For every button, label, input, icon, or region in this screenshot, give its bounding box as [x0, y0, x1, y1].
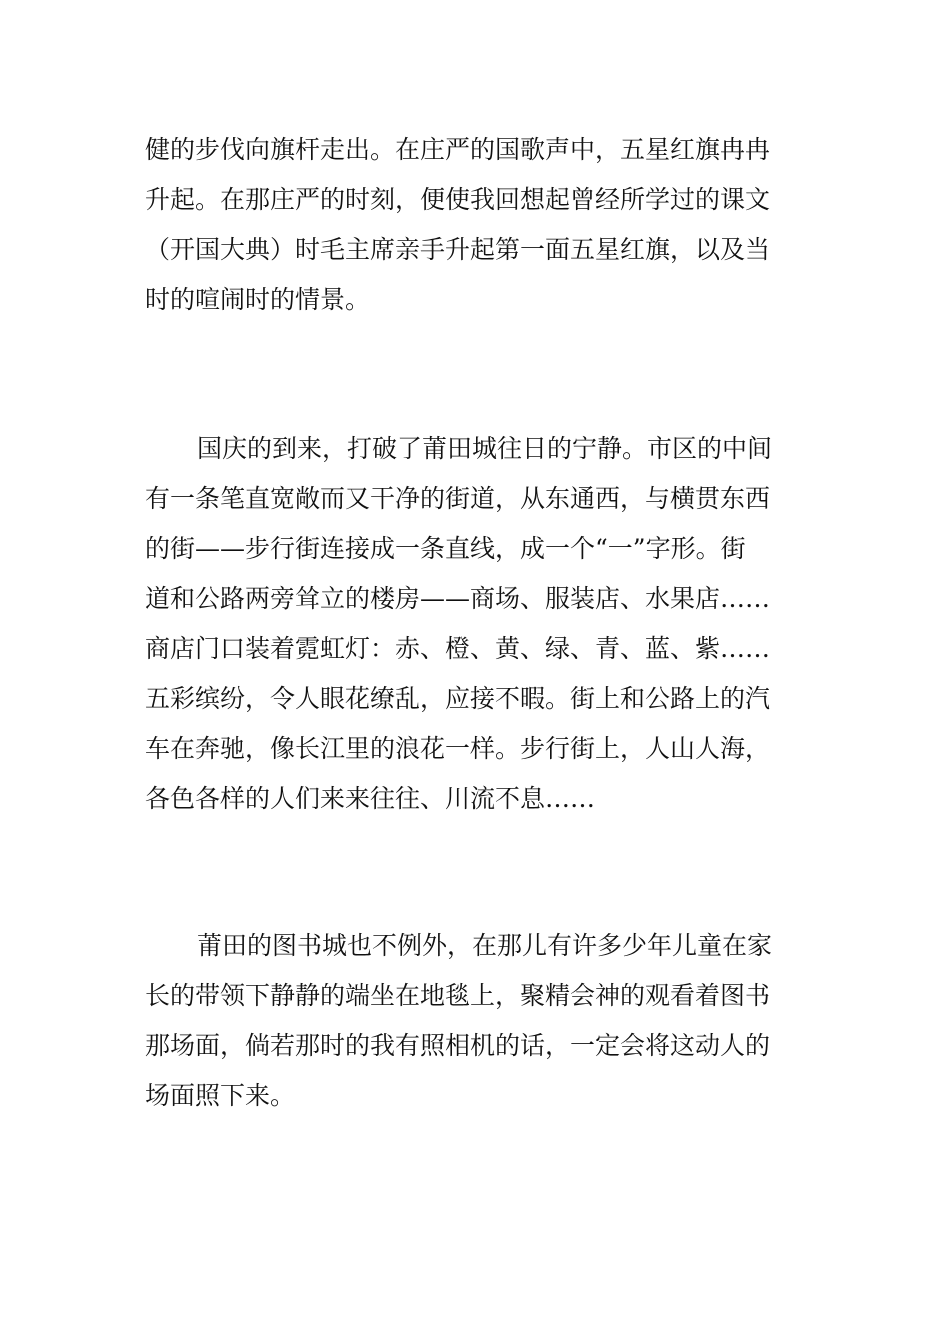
text-line-first: 国庆的到来，打破了莆田城往日的宁静。市区的中间 — [197, 434, 773, 463]
text-line: 商店门口装着霓虹灯：赤、橙、黄、绿、青、蓝、紫…… — [145, 634, 771, 663]
text-line: 升起。在那庄严的时刻，便使我回想起曾经所学过的课文 — [145, 185, 771, 214]
paragraph-2 — [145, 424, 810, 824]
text-line: 五彩缤纷，令人眼花缭乱，应接不暇。街上和公路上的汽 — [145, 684, 771, 713]
text-line: 场面照下来。 — [145, 1081, 296, 1110]
text-line-first: 莆田的图书城也不例外，在那儿有许多少年儿童在家 — [197, 931, 773, 960]
text-line: 健的步伐向旗杆走出。在庄严的国歌声中，五星红旗冉冉 — [145, 135, 771, 164]
text-line: （开国大典）时毛主席亲手升起第一面五星红旗，以及当 — [145, 235, 771, 264]
text-line: 各色各样的人们来来往往、川流不息…… — [145, 784, 596, 813]
text-line: 的街——步行街连接成一条直线，成一个“一”字形。街 — [145, 534, 746, 563]
paragraph-1 — [145, 125, 810, 325]
text-line: 时的喧闹时的情景。 — [145, 285, 371, 314]
text-line: 那场面，倘若那时的我有照相机的话，一定会将这动人的 — [145, 1031, 771, 1060]
text-line: 有一条笔直宽敞而又干净的街道，从东通西，与横贯东西 — [145, 484, 771, 513]
text-line: 道和公路两旁耸立的楼房——商场、服装店、水果店…… — [145, 584, 771, 613]
paragraph-3 — [145, 921, 810, 1121]
text-line: 车在奔驰，像长江里的浪花一样。步行街上，人山人海， — [145, 734, 771, 763]
text-line: 长的带领下静静的端坐在地毯上，聚精会神的观看着图书 — [145, 981, 771, 1010]
